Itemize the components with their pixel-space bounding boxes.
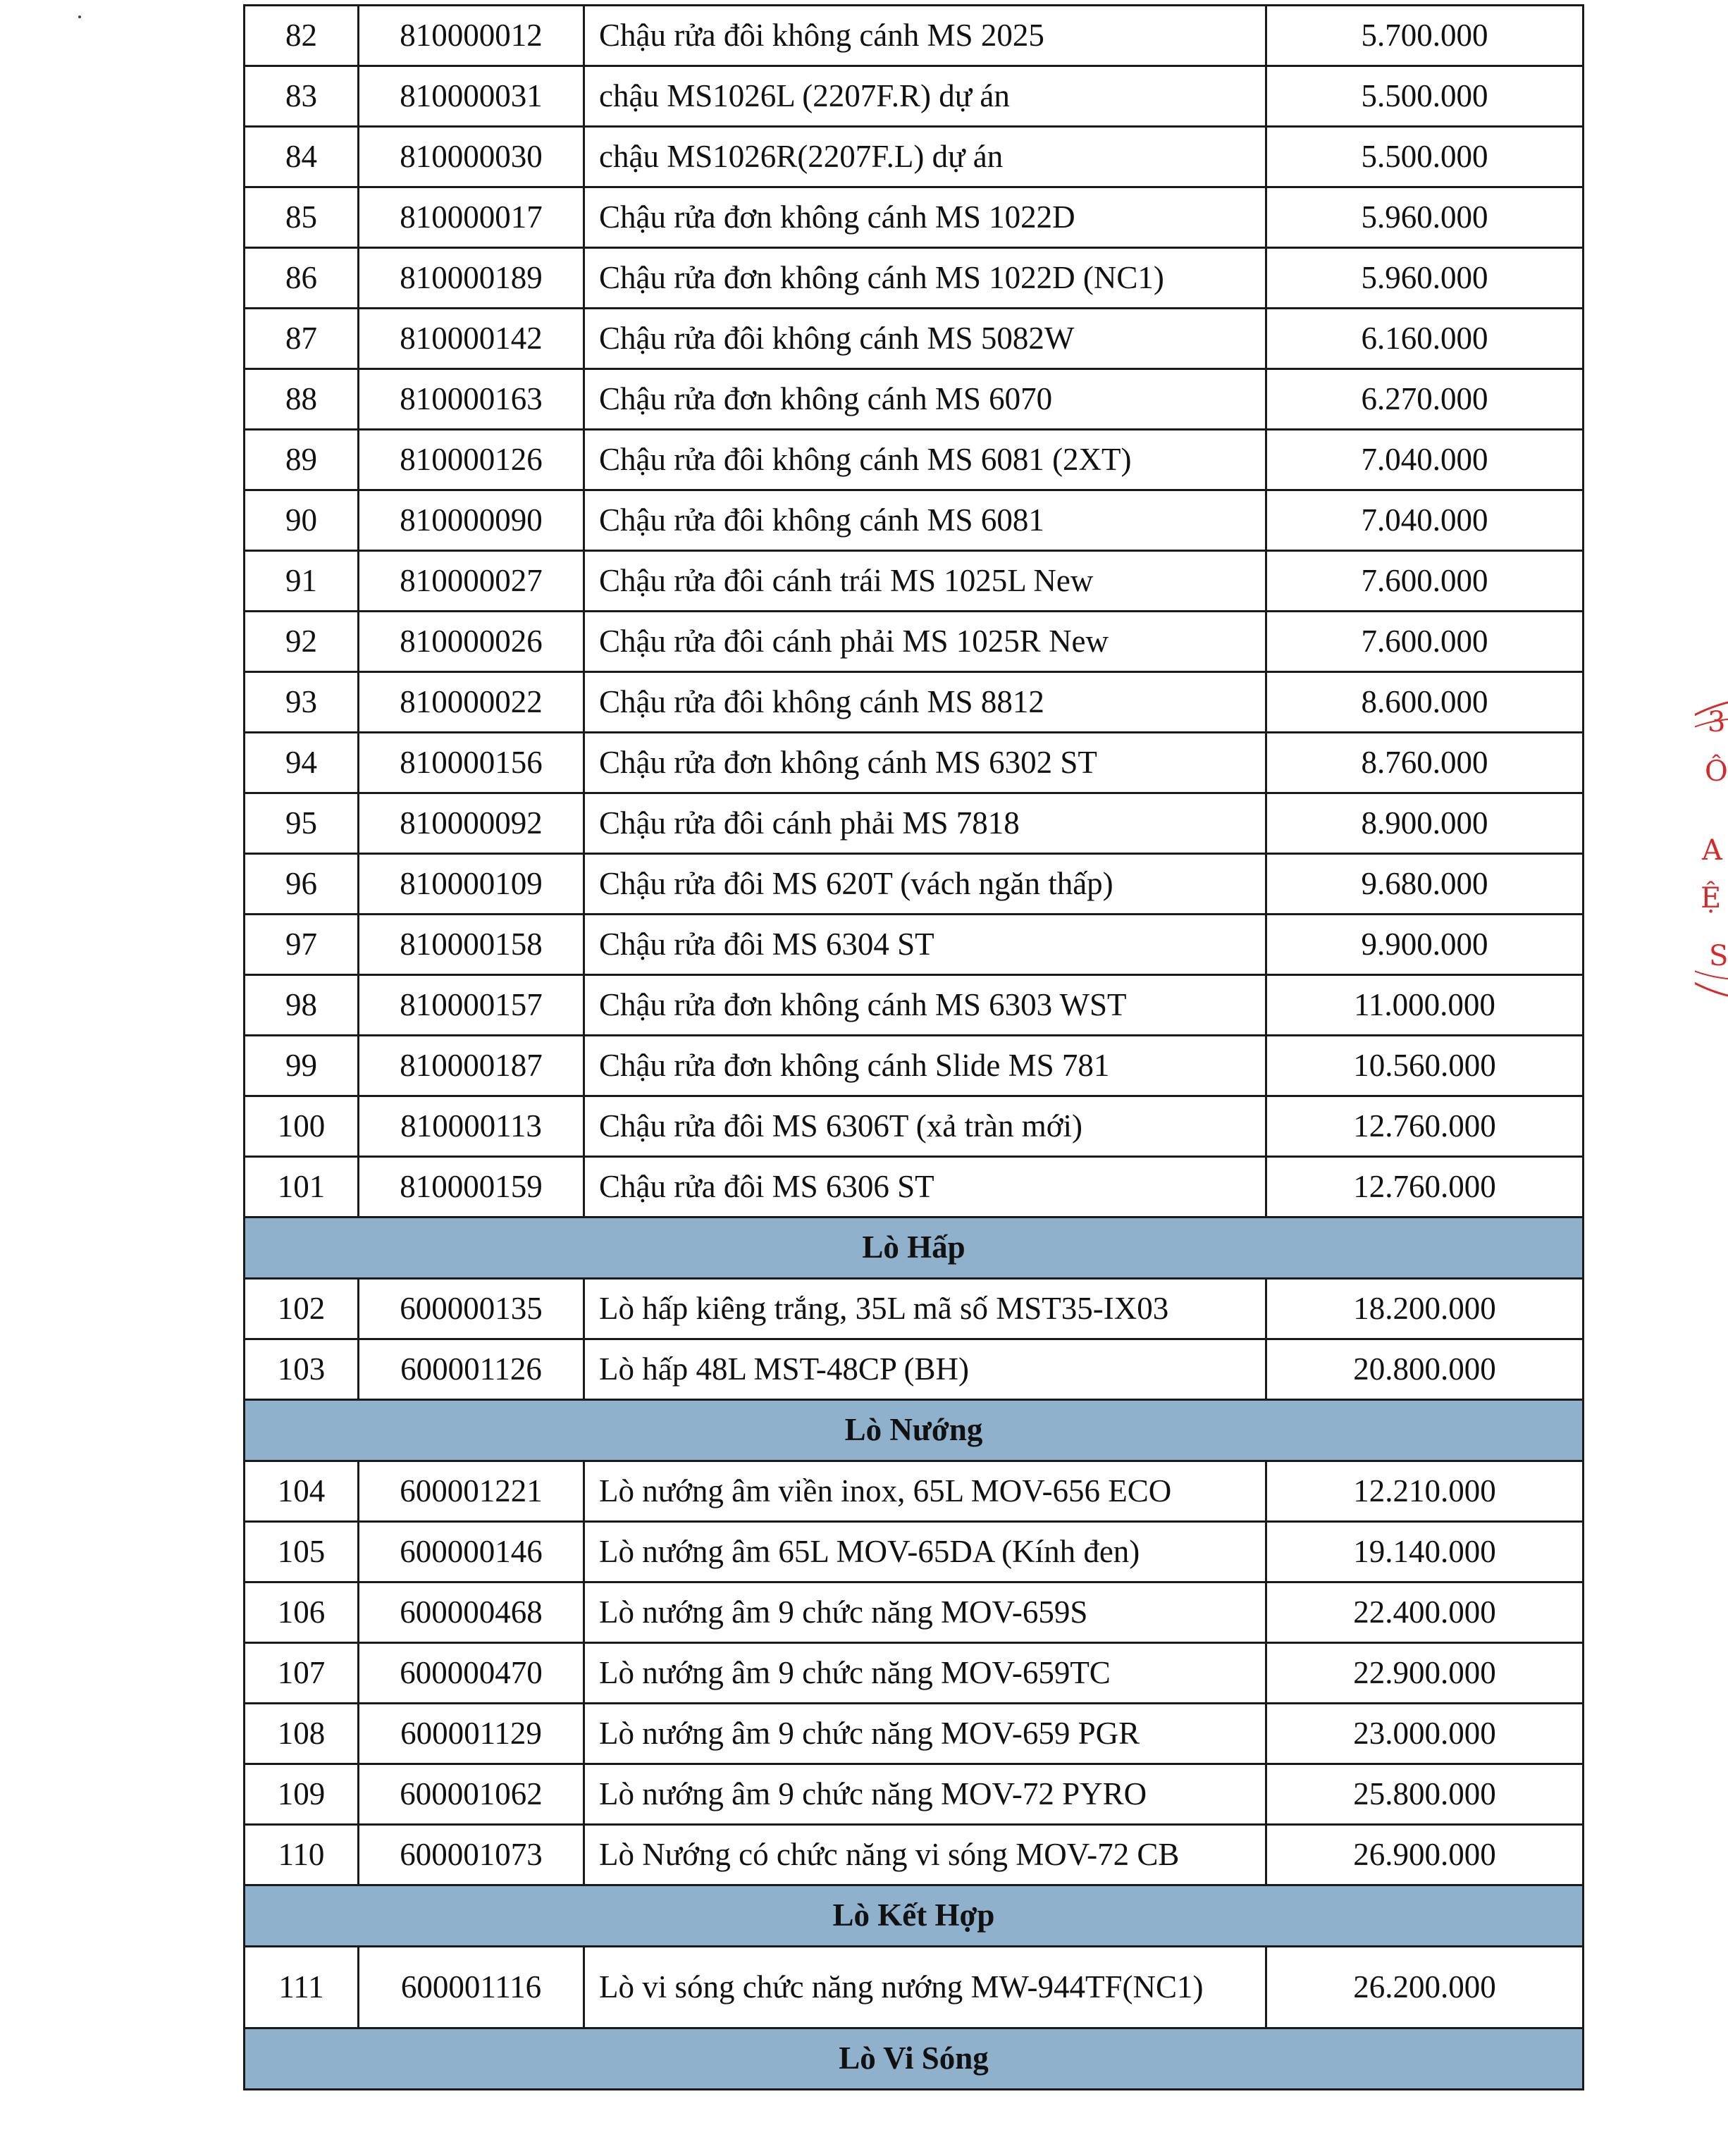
price-cell: 18.200.000 [1266, 1279, 1584, 1339]
product-name-cell: Chậu rửa đôi không cánh MS 2025 [584, 6, 1266, 66]
table-row [245, 6, 1584, 66]
row-number-cell: 85 [245, 187, 359, 248]
price-cell: 26.900.000 [1266, 1825, 1584, 1885]
row-number-cell: 111 [245, 1947, 359, 2028]
product-name-cell: Lò nướng âm 9 chức năng MOV-659 PGR [584, 1704, 1266, 1764]
price-cell: 6.270.000 [1266, 369, 1584, 430]
price-cell: 5.500.000 [1266, 66, 1584, 127]
table-row [245, 672, 1584, 733]
product-name-cell: chậu MS1026L (2207F.R) dự án [584, 66, 1266, 127]
product-name-cell: Lò nướng âm 9 chức năng MOV-72 PYRO [584, 1764, 1266, 1825]
row-number-cell: 87 [245, 309, 359, 369]
product-code-cell: 810000163 [359, 369, 584, 430]
table-row [245, 1279, 1584, 1339]
table-row [245, 66, 1584, 127]
product-code-cell: 810000092 [359, 793, 584, 854]
price-cell: 10.560.000 [1266, 1036, 1584, 1096]
product-code-cell: 600000470 [359, 1643, 584, 1704]
table-row [245, 1522, 1584, 1582]
product-name-cell: Lò vi sóng chức năng nướng MW-944TF(NC1) [584, 1947, 1266, 2028]
product-name-cell: Chậu rửa đôi MS 6306 ST [584, 1157, 1266, 1218]
price-cell: 7.040.000 [1266, 490, 1584, 551]
price-cell: 8.900.000 [1266, 793, 1584, 854]
row-number-cell: 83 [245, 66, 359, 127]
product-name-cell: Chậu rửa đơn không cánh MS 1022D (NC1) [584, 248, 1266, 309]
row-number-cell: 106 [245, 1582, 359, 1643]
price-cell: 12.760.000 [1266, 1157, 1584, 1218]
row-number-cell: 100 [245, 1096, 359, 1157]
row-number-cell: 110 [245, 1825, 359, 1885]
price-cell: 7.040.000 [1266, 430, 1584, 490]
product-code-cell: 810000031 [359, 66, 584, 127]
price-cell: 26.200.000 [1266, 1947, 1584, 2028]
price-cell: 22.900.000 [1266, 1643, 1584, 1704]
scan-speck [78, 16, 81, 18]
svg-text:Ệ: Ệ [1701, 882, 1722, 915]
price-cell: 5.960.000 [1266, 248, 1584, 309]
table-row [245, 1947, 1584, 2028]
row-number-cell: 95 [245, 793, 359, 854]
product-name-cell: Chậu rửa đôi cánh phải MS 1025R New [584, 612, 1266, 672]
price-cell: 5.960.000 [1266, 187, 1584, 248]
product-name-cell: Lò nướng âm 9 chức năng MOV-659TC [584, 1643, 1266, 1704]
product-code-cell: 810000156 [359, 733, 584, 793]
table-row [245, 1036, 1584, 1096]
product-name-cell: Lò nướng âm viền inox, 65L MOV-656 ECO [584, 1461, 1266, 1522]
table-row [245, 733, 1584, 793]
table-row [245, 854, 1584, 915]
table-row [245, 1764, 1584, 1825]
price-cell: 19.140.000 [1266, 1522, 1584, 1582]
price-table [243, 4, 1584, 2090]
row-number-cell: 92 [245, 612, 359, 672]
product-code-cell: 810000157 [359, 975, 584, 1036]
product-name-cell: Chậu rửa đơn không cánh MS 6302 ST [584, 733, 1266, 793]
table-row [245, 551, 1584, 612]
product-code-cell: 810000026 [359, 612, 584, 672]
row-number-cell: 105 [245, 1522, 359, 1582]
table-row [245, 612, 1584, 672]
section-title: Lò Nướng [245, 1400, 1584, 1461]
product-name-cell: Chậu rửa đơn không cánh Slide MS 781 [584, 1036, 1266, 1096]
price-cell: 8.760.000 [1266, 733, 1584, 793]
price-cell: 8.600.000 [1266, 672, 1584, 733]
product-name-cell: Chậu rửa đơn không cánh MS 1022D [584, 187, 1266, 248]
product-name-cell: Chậu rửa đôi cánh phải MS 7818 [584, 793, 1266, 854]
table-row [245, 915, 1584, 975]
product-name-cell: Chậu rửa đơn không cánh MS 6303 WST [584, 975, 1266, 1036]
product-name-cell: Chậu rửa đôi không cánh MS 8812 [584, 672, 1266, 733]
row-number-cell: 89 [245, 430, 359, 490]
price-cell: 5.700.000 [1266, 6, 1584, 66]
product-code-cell: 810000187 [359, 1036, 584, 1096]
row-number-cell: 94 [245, 733, 359, 793]
price-cell: 20.800.000 [1266, 1339, 1584, 1400]
product-name-cell: Chậu rửa đôi MS 6304 ST [584, 915, 1266, 975]
product-code-cell: 810000159 [359, 1157, 584, 1218]
table-row [245, 1704, 1584, 1764]
section-header-row [245, 1400, 1584, 1461]
row-number-cell: 84 [245, 127, 359, 187]
section-header-row [245, 1885, 1584, 1947]
product-code-cell: 810000109 [359, 854, 584, 915]
section-title: Lò Vi Sóng [245, 2028, 1584, 2090]
row-number-cell: 109 [245, 1764, 359, 1825]
section-title: Lò Kết Hợp [245, 1885, 1584, 1947]
section-title: Lò Hấp [245, 1218, 1584, 1279]
row-number-cell: 88 [245, 369, 359, 430]
product-name-cell: Chậu rửa đôi MS 620T (vách ngăn thấp) [584, 854, 1266, 915]
product-name-cell: Chậu rửa đơn không cánh MS 6070 [584, 369, 1266, 430]
row-number-cell: 108 [245, 1704, 359, 1764]
product-code-cell: 810000142 [359, 309, 584, 369]
price-cell: 25.800.000 [1266, 1764, 1584, 1825]
product-code-cell: 600000135 [359, 1279, 584, 1339]
product-name-cell: Chậu rửa đôi cánh trái MS 1025L New [584, 551, 1266, 612]
product-name-cell: chậu MS1026R(2207F.L) dự án [584, 127, 1266, 187]
product-name-cell: Chậu rửa đôi MS 6306T (xả tràn mới) [584, 1096, 1266, 1157]
product-name-cell: Lò nướng âm 65L MOV-65DA (Kính đen) [584, 1522, 1266, 1582]
table-row [245, 975, 1584, 1036]
table-row [245, 187, 1584, 248]
product-code-cell: 810000012 [359, 6, 584, 66]
product-code-cell: 600000468 [359, 1582, 584, 1643]
product-name-cell: Lò hấp kiêng trắng, 35L mã số MST35-IX03 [584, 1279, 1266, 1339]
table-row [245, 309, 1584, 369]
product-code-cell: 810000030 [359, 127, 584, 187]
row-number-cell: 82 [245, 6, 359, 66]
product-code-cell: 600001116 [359, 1947, 584, 2028]
product-name-cell: Lò nướng âm 9 chức năng MOV-659S [584, 1582, 1266, 1643]
price-cell: 11.000.000 [1266, 975, 1584, 1036]
red-company-stamp [1695, 698, 1728, 1000]
price-cell: 12.760.000 [1266, 1096, 1584, 1157]
product-code-cell: 810000017 [359, 187, 584, 248]
row-number-cell: 97 [245, 915, 359, 975]
row-number-cell: 104 [245, 1461, 359, 1522]
table-row [245, 430, 1584, 490]
table-row [245, 1339, 1584, 1400]
price-cell: 9.680.000 [1266, 854, 1584, 915]
product-name-cell: Chậu rửa đôi không cánh MS 6081 [584, 490, 1266, 551]
svg-text:Ô: Ô [1705, 755, 1728, 788]
section-header-row [245, 2028, 1584, 2090]
price-cell: 22.400.000 [1266, 1582, 1584, 1643]
product-name-cell: Lò hấp 48L MST-48CP (BH) [584, 1339, 1266, 1400]
table-row [245, 1582, 1584, 1643]
row-number-cell: 103 [245, 1339, 359, 1400]
svg-text:S: S [1709, 940, 1728, 972]
table-row [245, 1096, 1584, 1157]
row-number-cell: 102 [245, 1279, 359, 1339]
table-row [245, 793, 1584, 854]
product-code-cell: 810000158 [359, 915, 584, 975]
product-code-cell: 810000126 [359, 430, 584, 490]
product-code-cell: 810000090 [359, 490, 584, 551]
product-code-cell: 600000146 [359, 1522, 584, 1582]
price-cell: 5.500.000 [1266, 127, 1584, 187]
row-number-cell: 107 [245, 1643, 359, 1704]
price-cell: 12.210.000 [1266, 1461, 1584, 1522]
product-name-cell: Chậu rửa đôi không cánh MS 5082W [584, 309, 1266, 369]
table-row [245, 369, 1584, 430]
table-row [245, 127, 1584, 187]
product-code-cell: 810000027 [359, 551, 584, 612]
product-code-cell: 600001062 [359, 1764, 584, 1825]
table-row [245, 490, 1584, 551]
section-header-row [245, 1218, 1584, 1279]
price-cell: 6.160.000 [1266, 309, 1584, 369]
row-number-cell: 93 [245, 672, 359, 733]
row-number-cell: 99 [245, 1036, 359, 1096]
row-number-cell: 98 [245, 975, 359, 1036]
product-code-cell: 600001129 [359, 1704, 584, 1764]
table-row [245, 1825, 1584, 1885]
svg-text:3: 3 [1708, 706, 1726, 738]
row-number-cell: 101 [245, 1157, 359, 1218]
table-row [245, 1157, 1584, 1218]
table-row [245, 1643, 1584, 1704]
price-cell: 7.600.000 [1266, 612, 1584, 672]
price-cell: 23.000.000 [1266, 1704, 1584, 1764]
row-number-cell: 86 [245, 248, 359, 309]
product-code-cell: 600001073 [359, 1825, 584, 1885]
product-code-cell: 600001221 [359, 1461, 584, 1522]
price-table-body [245, 6, 1584, 2090]
product-code-cell: 810000113 [359, 1096, 584, 1157]
svg-text:A: A [1702, 834, 1722, 867]
row-number-cell: 91 [245, 551, 359, 612]
product-code-cell: 810000022 [359, 672, 584, 733]
product-name-cell: Lò Nướng có chức năng vi sóng MOV-72 CB [584, 1825, 1266, 1885]
table-row [245, 248, 1584, 309]
row-number-cell: 96 [245, 854, 359, 915]
price-cell: 7.600.000 [1266, 551, 1584, 612]
product-name-cell: Chậu rửa đôi không cánh MS 6081 (2XT) [584, 430, 1266, 490]
product-code-cell: 810000189 [359, 248, 584, 309]
row-number-cell: 90 [245, 490, 359, 551]
product-code-cell: 600001126 [359, 1339, 584, 1400]
price-cell: 9.900.000 [1266, 915, 1584, 975]
table-row [245, 1461, 1584, 1522]
